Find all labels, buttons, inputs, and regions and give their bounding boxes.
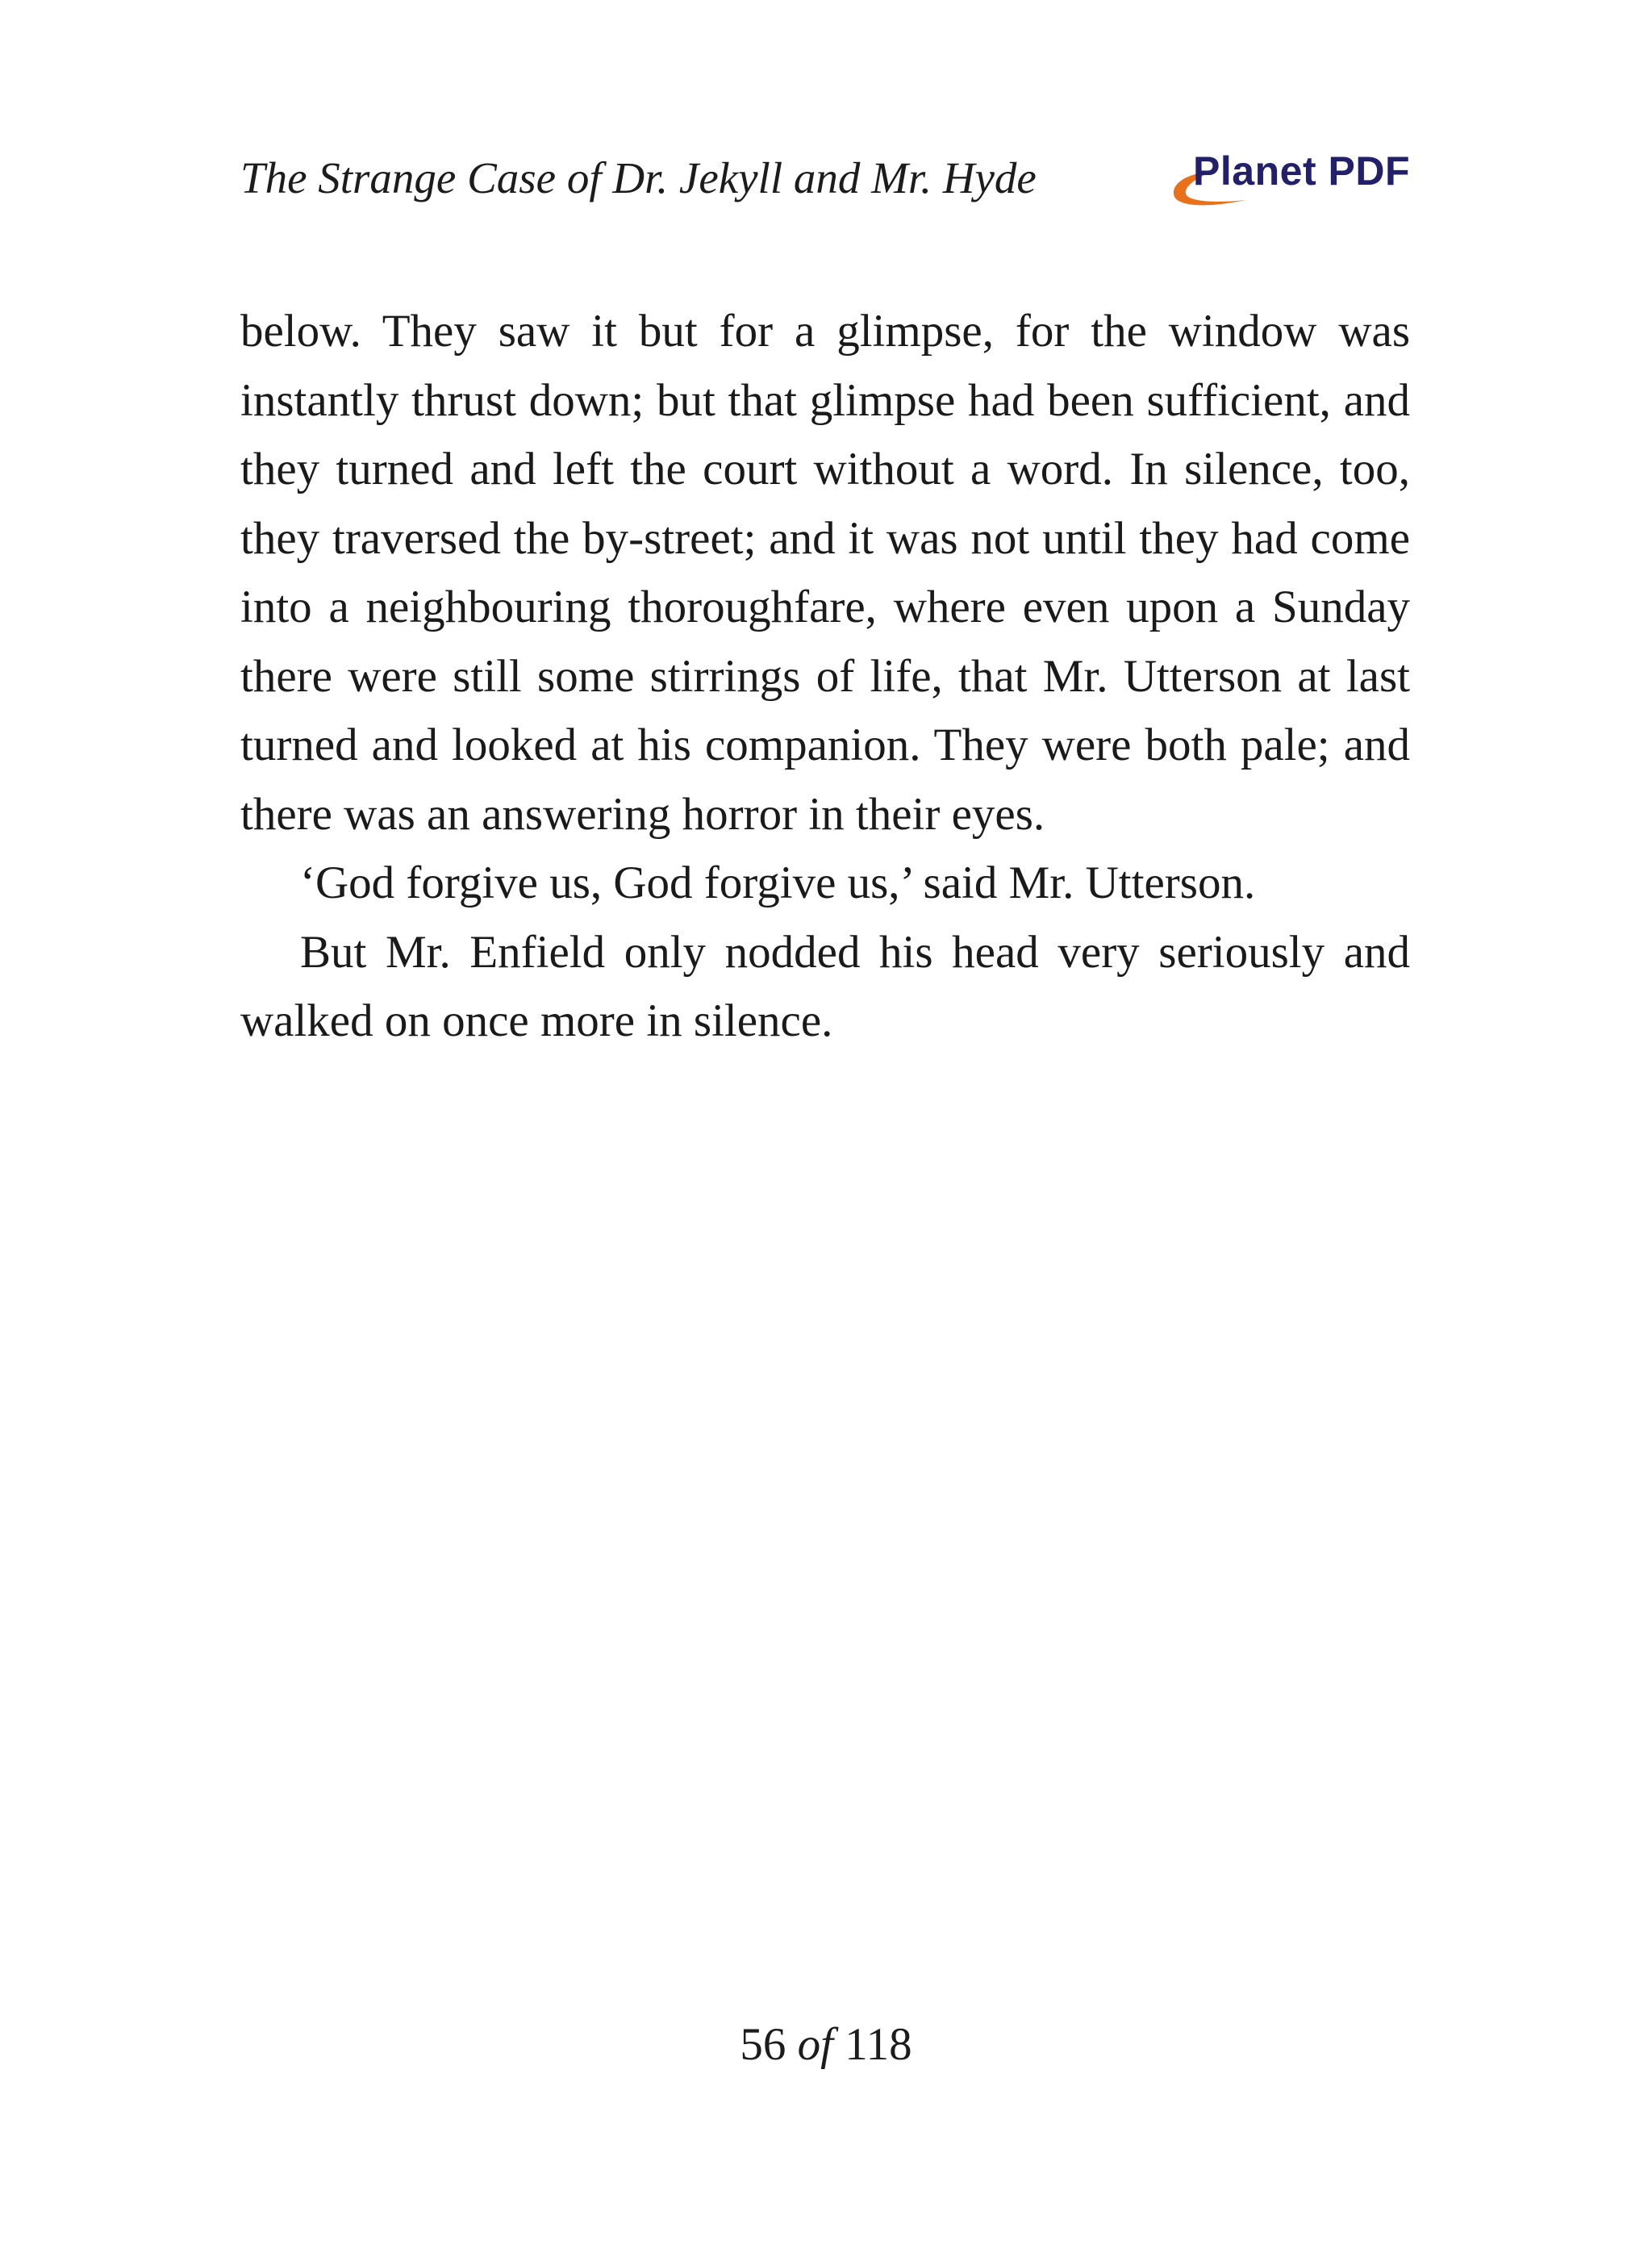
page-of-word: of — [797, 2019, 833, 2070]
body-text — [240, 297, 1410, 1056]
book-title: The Strange Case of Dr. Jekyll and Mr. Hyde — [240, 153, 1037, 202]
paragraph: below. They saw it but for a glimpse, for the window was instantly thrust down; but that glimpse had been sufficient, and they turned and left the court without a word. In silence, too, they traversed the by-street; and it was not until they had come into a neighbouring thoroughfare, where even upon a Sunday there were still some stirrings of life, that Mr. Utterson at last turned and looked at his companion. They were both pale; and there was an answering horror in their eyes. — [240, 306, 1410, 840]
page-header — [240, 145, 1410, 218]
page-number — [0, 2017, 1652, 2073]
logo-text: Planet PDF — [1193, 148, 1410, 194]
paragraph: But Mr. Enfield only nodded his head very seriously and walked on once more in silence. — [240, 926, 1410, 1046]
current-page-number: 56 — [740, 2019, 786, 2070]
total-pages-number: 118 — [845, 2019, 912, 2070]
planet-pdf-logo — [1168, 145, 1410, 210]
paragraph: ‘God forgive us, God forgive us,’ said Mr. Utterson. — [300, 857, 1256, 908]
